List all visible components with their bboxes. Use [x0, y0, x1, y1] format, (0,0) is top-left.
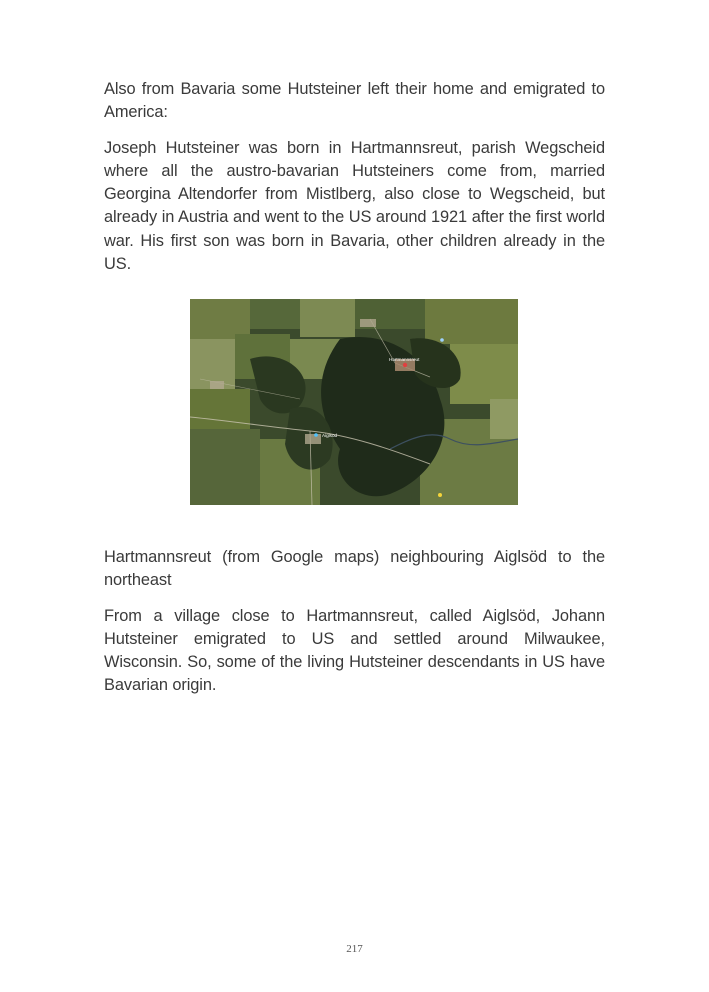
map-pin-cyan: [314, 433, 318, 437]
text-after-figure: [104, 546, 605, 710]
page-number: 217: [346, 943, 363, 955]
map-label-hartmannsreut: Hartmannsreut: [389, 357, 420, 362]
figure-caption: Hartmannsreut (from Google maps) neighbouring Aiglsöd to the northeast: [104, 548, 605, 590]
map-label-aiglsoed: Aiglsöd: [322, 433, 338, 438]
paragraph-joseph: Joseph Hutsteiner was born in Hartmannsreut, parish Wegscheid where all the austro-bavarian Hutsteiners come from, married Georgina Altendorfer from Mistlberg, also close to Wegscheid, but already in Austria and went to the US around 1921 after the first world war. His first son was born in Bavaria, other children already in the US.: [104, 138, 605, 274]
paragraph-intro: Also from Bavaria some Hutsteiner left their home and emigrated to America:: [104, 80, 605, 122]
map-pin-yellow: [438, 493, 442, 497]
map-pin-blue: [440, 338, 444, 342]
map-pin-red: [403, 363, 407, 367]
satellite-map-image: [190, 299, 518, 505]
paragraph-johann: From a village close to Hartmannsreut, called Aiglsöd, Johann Hutsteiner emigrated to US and settled around Milwaukee, Wisconsin. So, some of the living Hutsteiner descendants in US have Bavarian origin.: [104, 606, 605, 695]
document-page: [104, 78, 605, 288]
